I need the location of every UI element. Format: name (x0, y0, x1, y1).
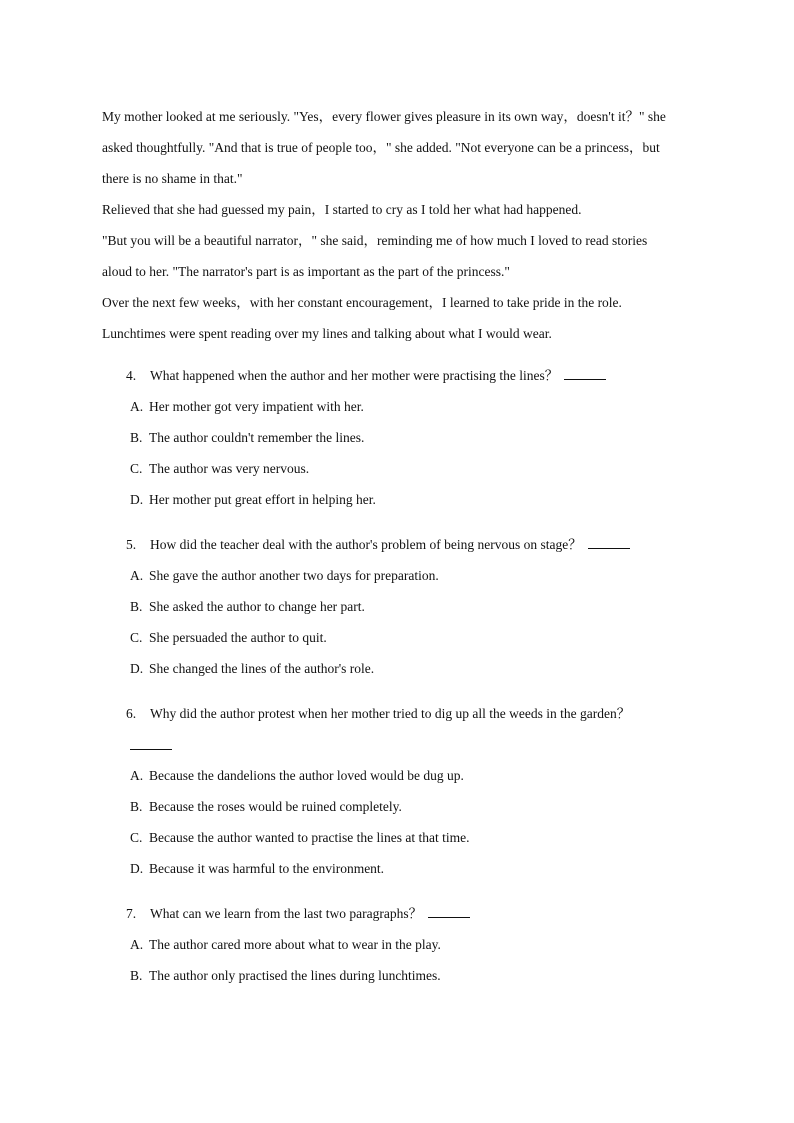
option-a[interactable] (102, 391, 702, 422)
answer-blank-row (102, 729, 702, 760)
option-d[interactable] (102, 484, 702, 515)
option-text: Her mother put great effort in helping her. (149, 492, 376, 507)
passage-line: Relieved that she had guessed my pain，I started to cry as I told her what had happened. (102, 202, 582, 217)
question-text: Why did the author protest when her mother tried to dig up all the weeds in the garden？ (150, 706, 631, 721)
passage-line: "But you will be a beautiful narrator，" she said，reminding me of how much I loved to read stories (102, 233, 648, 248)
question-text: What can we learn from the last two paragraphs？ (150, 906, 423, 921)
question-text: What happened when the author and her mother were practising the lines？ (150, 368, 559, 383)
option-c[interactable] (102, 622, 702, 653)
passage-line: asked thoughtfully. "And that is true of people too，" she added. "Not everyone can be a princess，but (102, 140, 660, 155)
question-number: 5. (126, 537, 137, 552)
option-letter: B. (130, 430, 143, 445)
option-letter: D. (130, 492, 144, 507)
passage-line: aloud to her. "The narrator's part is as important as the part of the princess." (102, 264, 510, 279)
option-letter: B. (130, 799, 143, 814)
option-b[interactable] (102, 791, 702, 822)
passage-line: there is no shame in that." (102, 171, 243, 186)
option-text: She gave the author another two days for preparation. (149, 568, 439, 583)
question-7 (102, 898, 702, 991)
passage-line: Lunchtimes were spent reading over my lines and talking about what I would wear. (102, 326, 552, 341)
option-text: The author cared more about what to wear in the play. (149, 937, 441, 952)
option-b[interactable] (102, 422, 702, 453)
option-letter: D. (130, 861, 144, 876)
option-c[interactable] (102, 453, 702, 484)
option-a[interactable] (102, 929, 702, 960)
question-4 (102, 360, 702, 515)
option-letter: A. (130, 768, 144, 783)
question-number: 7. (126, 906, 137, 921)
option-letter: A. (130, 399, 144, 414)
question-5 (102, 529, 702, 684)
option-letter: A. (130, 568, 144, 583)
option-a[interactable] (102, 560, 702, 591)
answer-blank[interactable] (564, 365, 606, 380)
option-text: She changed the lines of the author's role. (149, 661, 375, 676)
option-c[interactable] (102, 822, 702, 853)
option-d[interactable] (102, 853, 702, 884)
option-text: Because the dandelions the author loved would be dug up. (149, 768, 464, 783)
question-stem (102, 698, 702, 729)
question-number: 6. (126, 706, 137, 721)
option-text: Her mother got very impatient with her. (149, 399, 364, 414)
option-text: Because the author wanted to practise the lines at that time. (149, 830, 470, 845)
reading-passage (102, 101, 702, 349)
question-text: How did the teacher deal with the author's problem of being nervous on stage？ (150, 537, 582, 552)
option-letter: C. (130, 630, 143, 645)
option-letter: C. (130, 461, 143, 476)
question-stem (102, 898, 702, 929)
option-a[interactable] (102, 760, 702, 791)
passage-line: My mother looked at me seriously. "Yes，every flower gives pleasure in its own way，doesn't it？" she (102, 109, 666, 124)
option-letter: A. (130, 937, 144, 952)
question-stem (102, 529, 702, 560)
question-6 (102, 698, 702, 884)
option-d[interactable] (102, 653, 702, 684)
answer-blank[interactable] (428, 903, 470, 918)
option-text: The author only practised the lines during lunchtimes. (149, 968, 441, 983)
passage-line: Over the next few weeks，with her constant encouragement，I learned to take pride in the role. (102, 295, 622, 310)
option-letter: B. (130, 599, 143, 614)
option-letter: D. (130, 661, 144, 676)
question-stem (102, 360, 702, 391)
option-b[interactable] (102, 591, 702, 622)
answer-blank[interactable] (588, 534, 630, 549)
question-number: 4. (126, 368, 137, 383)
option-text: Because it was harmful to the environment. (149, 861, 385, 876)
answer-blank[interactable] (130, 729, 172, 750)
option-text: The author was very nervous. (149, 461, 310, 476)
option-letter: B. (130, 968, 143, 983)
option-text: The author couldn't remember the lines. (149, 430, 365, 445)
option-text: She persuaded the author to quit. (149, 630, 327, 645)
option-letter: C. (130, 830, 143, 845)
option-b[interactable] (102, 960, 702, 991)
option-text: She asked the author to change her part. (149, 599, 365, 614)
option-text: Because the roses would be ruined completely. (149, 799, 402, 814)
